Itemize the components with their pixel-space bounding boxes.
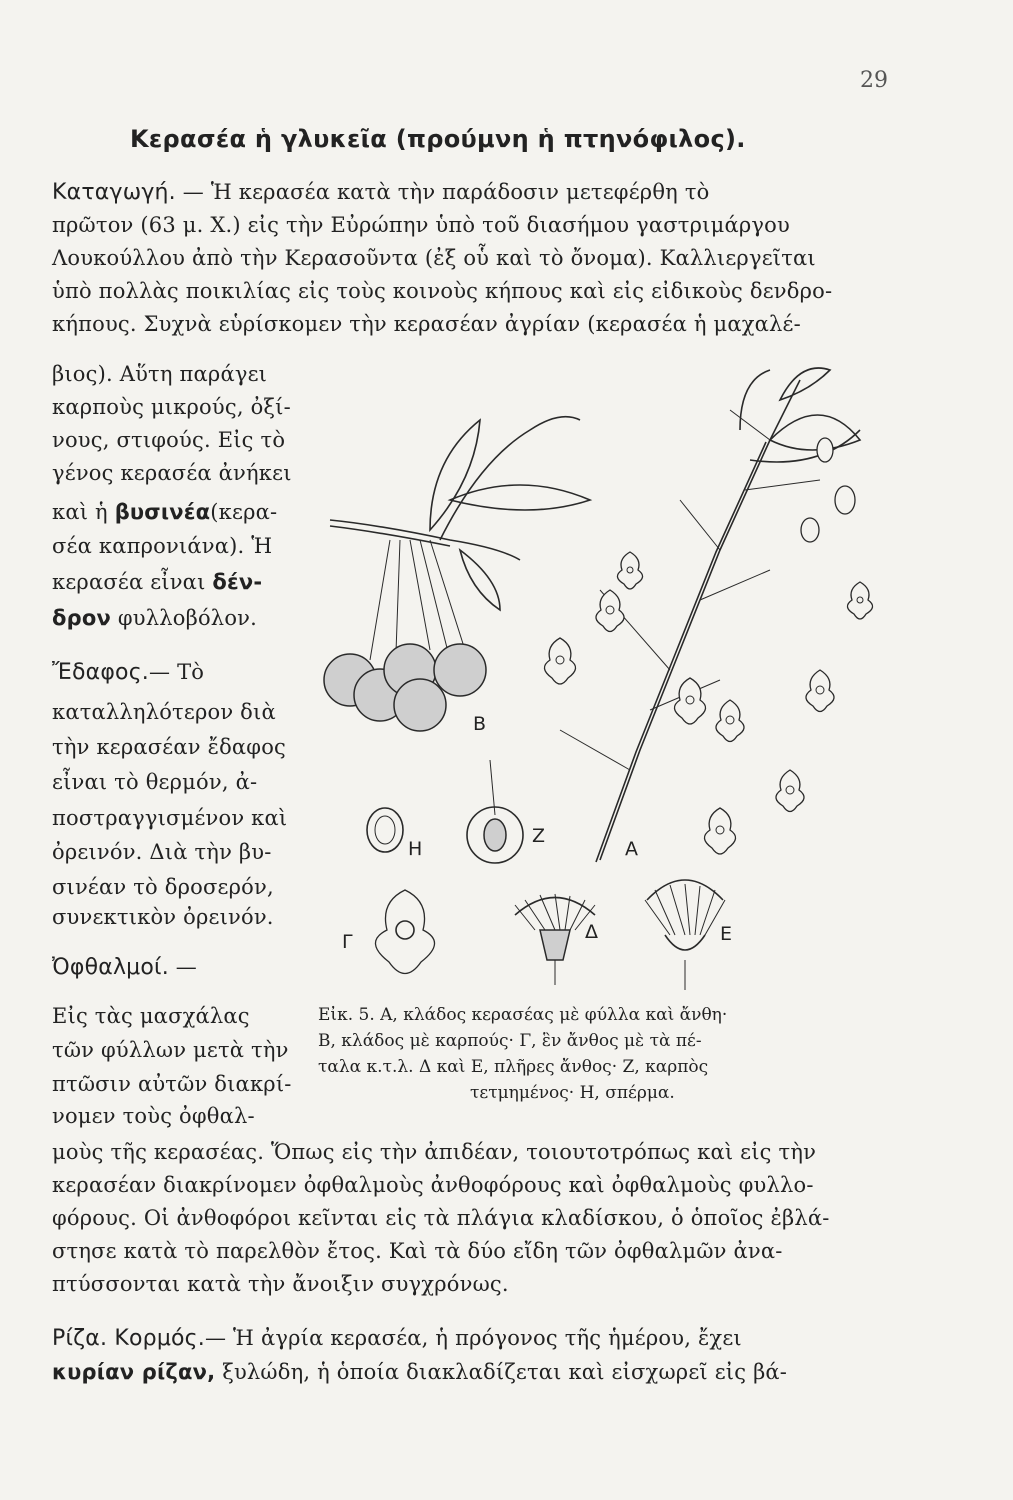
soil-line-4: εἶναι τὸ θερμόν, ἀ- — [52, 770, 258, 794]
origin-line-12 — [52, 570, 262, 594]
flower-g — [375, 890, 434, 974]
origin-line-8: νους, στιφούς. Εἰς τὸ — [52, 428, 286, 452]
soil-heading: Ἔδαφος. — [52, 660, 150, 685]
flower-section-d — [515, 894, 595, 985]
origin-line-10 — [52, 500, 277, 524]
figure-label-e: Ε — [720, 923, 733, 945]
soil-line-8: συνεκτικὸν ὀρεινόν. — [52, 905, 274, 929]
buds-line-8: φόρους. Οἱ ἀνθοφόροι κεῖνται εἰς τὰ πλάγια κλαδίσκου, ὁ ὁποῖος ἐβλά- — [52, 1206, 830, 1230]
origin-line-2: πρῶτον (63 μ. Χ.) εἰς τὴν Εὐρώπην ὑπὸ τοῦ διασήμου γαστριμάργου — [52, 213, 790, 237]
origin-line-7: καρποὺς μικρούς, ὀξί- — [52, 395, 291, 419]
soil-line-6: ὀρεινόν. Διὰ τὴν βυ- — [52, 840, 272, 864]
root-text: ξυλώδη, ἡ ὁποία διακλαδίζεται καὶ εἰσχωρεῖ εἰς βά- — [222, 1360, 788, 1384]
fruit-branch-b — [324, 417, 590, 731]
soil-line-2: καταλληλότερον διὰ — [52, 700, 276, 724]
figure-label-d: Δ — [585, 921, 598, 943]
soil-line-5: ποστραγγισμένον καὶ — [52, 806, 288, 830]
soil-line-3: τὴν κερασέαν ἔδαφος — [52, 735, 287, 759]
figure-label-g: Γ — [342, 931, 353, 953]
soil-line-7: σινέαν τὸ δροσερόν, — [52, 875, 274, 899]
buds-line-7: κερασέαν διακρίνομεν ὀφθαλμοὺς ἀνθοφόρους καὶ ὀφθαλμοὺς φυλλο- — [52, 1173, 814, 1197]
root-line-2 — [52, 1360, 787, 1384]
figure-label-z: Ζ — [532, 825, 546, 847]
buds-line-10: πτύσσονται κατὰ τὴν ἄνοιξιν συγχρόνως. — [52, 1272, 509, 1296]
bold-den: δέν- — [212, 570, 263, 594]
buds-line-1 — [52, 955, 197, 980]
origin-text: — Ἡ κερασέα κατὰ τὴν παράδοσιν μετεφέρθη τὸ — [182, 180, 710, 204]
bold-vysinea: βυσινέα — [114, 500, 211, 524]
seed-h — [367, 808, 403, 852]
origin-heading: Καταγωγή. — [52, 180, 176, 205]
buds-line-9: στησε κατὰ τὸ παρελθὸν ἔτος. Καὶ τὰ δύο εἴδη τῶν ὀφθαλμῶν ἀνα- — [52, 1239, 783, 1263]
bold-dron: δρον — [52, 606, 111, 630]
full-flower-e — [645, 880, 725, 990]
bold-kyrian-rizan: κυρίαν ρίζαν, — [52, 1360, 216, 1384]
root-heading: Ρίζα. Κορμός. — [52, 1326, 205, 1351]
figure-caption-line-2: Β, κλάδος μὲ καρπούς· Γ, ἓν ἄνθος μὲ τὰ πέ- — [318, 1031, 702, 1051]
root-line-1 — [52, 1326, 742, 1351]
soil-line-1 — [52, 660, 204, 685]
figure-caption-line-3: ταλα κ.τ.λ. Δ καὶ Ε, πλῆρες ἄνθος· Ζ, καρπὸς — [318, 1057, 709, 1077]
cherry-illustration — [300, 350, 900, 990]
origin-line-9: γένος κερασέα ἀνήκει — [52, 461, 292, 485]
origin-line-3: Λουκούλλου ἀπὸ τὴν Κερασοῦντα (ἐξ οὗ καὶ τὸ ὄνομα). Καλλιεργεῖται — [52, 246, 816, 270]
origin-text: φυλλοβόλον. — [117, 606, 258, 630]
origin-line-13 — [52, 606, 257, 630]
soil-text: — Τὸ — [149, 660, 205, 684]
origin-line-6: βιος). Αὕτη παράγει — [52, 362, 268, 386]
cut-fruit-z — [467, 760, 523, 863]
page-number: 29 — [860, 68, 888, 93]
origin-line-5: κήπους. Συχνὰ εὑρίσκομεν τὴν κερασέαν ἀγρίαν (κερασέα ἡ μαχαλέ- — [52, 312, 801, 336]
origin-line-11: σέα καπρονιάνα). Ἡ — [52, 534, 273, 558]
origin-text: (κερα- — [210, 500, 278, 524]
origin-text: καὶ ἡ — [52, 500, 108, 524]
origin-line-4: ὑπὸ πολλὰς ποικιλίας εἰς τοὺς κοινοὺς κήπους καὶ εἰς εἰδικοὺς δενδρο- — [52, 279, 833, 303]
figure-caption-line-1: Εἰκ. 5. Α, κλάδος κερασέας μὲ φύλλα καὶ ἄνθη· — [318, 1005, 728, 1025]
origin-text: κερασέα εἶναι — [52, 570, 206, 594]
buds-line-5: νομεν τοὺς ὀφθαλ- — [52, 1104, 255, 1128]
origin-line-1 — [52, 180, 710, 205]
cherry-blossoms — [544, 438, 872, 854]
figure-label-h: Η — [408, 838, 423, 860]
figure-label-b: Β — [473, 713, 487, 735]
root-text: — Ἡ ἀγρία κερασέα, ἡ πρόγονος τῆς ἡμέρου, ἔχει — [204, 1326, 742, 1350]
buds-line-6: μοὺς τῆς κερασέας. Ὅπως εἰς τὴν ἀπιδέαν, τοιουτοτρόπως καὶ εἰς τὴν — [52, 1140, 817, 1164]
buds-text: — — [175, 955, 197, 979]
figure-caption-line-4: τετμημένος· Η, σπέρμα. — [470, 1083, 675, 1103]
figure-label-a: Α — [625, 838, 638, 860]
section-title: Κερασέα ἡ γλυκεῖα (προύμνη ἡ πτηνόφιλος). — [130, 125, 746, 153]
buds-line-4: πτῶσιν αὐτῶν διακρί- — [52, 1072, 292, 1096]
buds-line-2: Εἰς τὰς μασχάλας — [52, 1004, 250, 1028]
buds-line-3: τῶν φύλλων μετὰ τὴν — [52, 1038, 289, 1062]
buds-heading: Ὀφθαλμοί. — [52, 955, 169, 980]
